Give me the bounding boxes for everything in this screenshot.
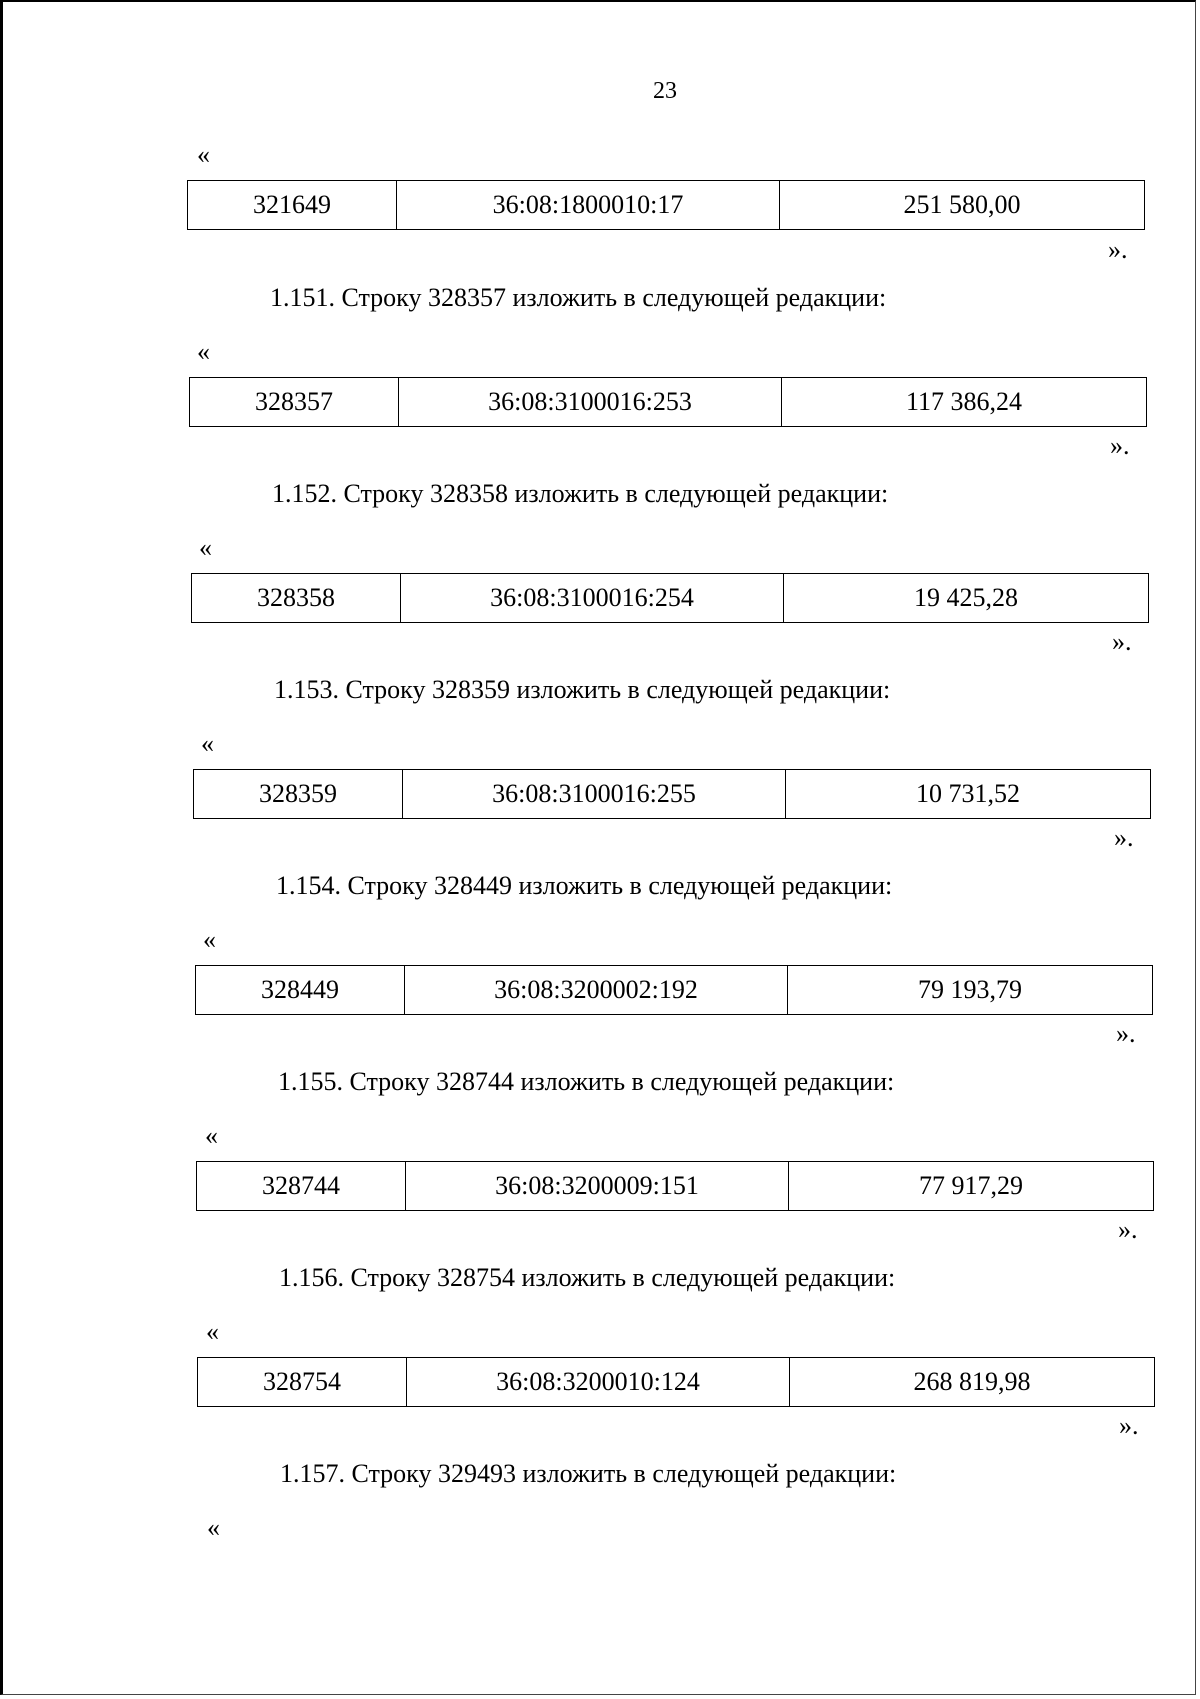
value-cell: 19 425,28 bbox=[784, 574, 1149, 623]
row-table bbox=[193, 769, 1151, 819]
row-number-cell: 328359 bbox=[194, 770, 403, 819]
close-quote: ». bbox=[1108, 235, 1128, 264]
row-table bbox=[197, 1357, 1155, 1407]
row-number-cell: 328754 bbox=[198, 1358, 407, 1407]
open-quote: « bbox=[206, 1317, 219, 1346]
section-heading: 1.153. Строку 328359 изложить в следующей редакции: bbox=[274, 675, 891, 704]
row-table bbox=[195, 965, 1153, 1015]
row-number-cell: 328744 bbox=[197, 1162, 406, 1211]
row-number-cell: 321649 bbox=[188, 181, 397, 230]
cadastral-number-cell: 36:08:1800010:17 bbox=[397, 181, 780, 230]
open-quote: « bbox=[207, 1513, 220, 1542]
value-cell: 77 917,29 bbox=[789, 1162, 1154, 1211]
cadastral-number-cell: 36:08:3200009:151 bbox=[406, 1162, 789, 1211]
open-quote: « bbox=[203, 925, 216, 954]
table-row bbox=[192, 574, 1149, 623]
cadastral-number-cell: 36:08:3200010:124 bbox=[407, 1358, 790, 1407]
row-number-cell: 328449 bbox=[196, 966, 405, 1015]
page-number: 23 bbox=[653, 78, 677, 104]
value-cell: 79 193,79 bbox=[788, 966, 1153, 1015]
open-quote: « bbox=[205, 1121, 218, 1150]
table-row bbox=[188, 181, 1145, 230]
table-row bbox=[190, 378, 1147, 427]
close-quote: ». bbox=[1110, 431, 1130, 460]
table-row bbox=[194, 770, 1151, 819]
row-number-cell: 328358 bbox=[192, 574, 401, 623]
section-heading: 1.157. Строку 329493 изложить в следующей редакции: bbox=[280, 1459, 897, 1488]
row-table bbox=[189, 377, 1147, 427]
open-quote: « bbox=[201, 729, 214, 758]
close-quote: ». bbox=[1118, 1215, 1138, 1244]
value-cell: 251 580,00 bbox=[780, 181, 1145, 230]
value-cell: 117 386,24 bbox=[782, 378, 1147, 427]
section-heading: 1.152. Строку 328358 изложить в следующей редакции: bbox=[272, 479, 889, 508]
section-heading: 1.156. Строку 328754 изложить в следующей редакции: bbox=[279, 1263, 896, 1292]
row-number-cell: 328357 bbox=[190, 378, 399, 427]
row-table bbox=[196, 1161, 1154, 1211]
cadastral-number-cell: 36:08:3100016:253 bbox=[399, 378, 782, 427]
cadastral-number-cell: 36:08:3200002:192 bbox=[405, 966, 788, 1015]
value-cell: 10 731,52 bbox=[786, 770, 1151, 819]
section-heading: 1.155. Строку 328744 изложить в следующей редакции: bbox=[278, 1067, 895, 1096]
cadastral-number-cell: 36:08:3100016:255 bbox=[403, 770, 786, 819]
close-quote: ». bbox=[1119, 1411, 1139, 1440]
close-quote: ». bbox=[1116, 1019, 1136, 1048]
row-table bbox=[187, 180, 1145, 230]
table-row bbox=[198, 1358, 1155, 1407]
close-quote: ». bbox=[1114, 823, 1134, 852]
section-heading: 1.151. Строку 328357 изложить в следующей редакции: bbox=[270, 283, 887, 312]
value-cell: 268 819,98 bbox=[790, 1358, 1155, 1407]
table-row bbox=[197, 1162, 1154, 1211]
close-quote: ». bbox=[1112, 627, 1132, 656]
section-heading: 1.154. Строку 328449 изложить в следующей редакции: bbox=[276, 871, 893, 900]
cadastral-number-cell: 36:08:3100016:254 bbox=[401, 574, 784, 623]
open-quote: « bbox=[199, 533, 212, 562]
row-table bbox=[191, 573, 1149, 623]
table-row bbox=[196, 966, 1153, 1015]
open-quote: « bbox=[197, 337, 210, 366]
open-quote: « bbox=[197, 140, 210, 169]
